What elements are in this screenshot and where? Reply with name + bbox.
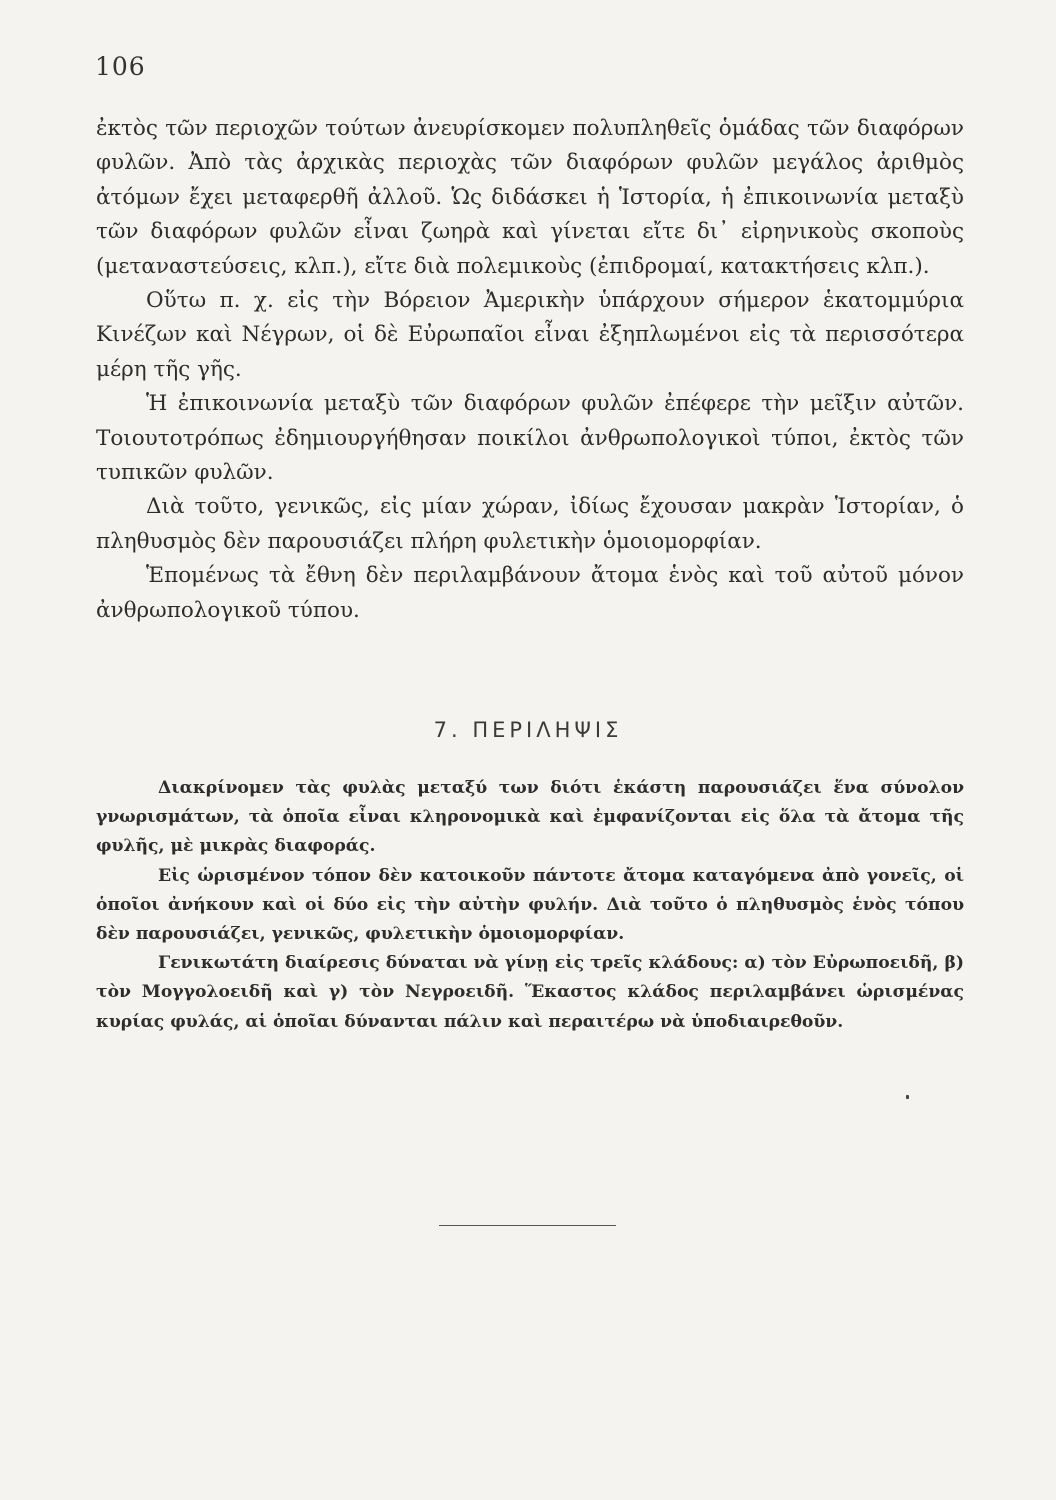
summary-text — [96, 774, 964, 1037]
print-speck — [906, 1095, 909, 1099]
body-paragraph: ἐκτὸς τῶν περιοχῶν τούτων ἀνευρίσκομεν πολυπληθεῖς ὁμάδας τῶν διαφόρων φυλῶν. Ἀπὸ τὰς ἀρχικὰς περιοχὰς τῶν διαφόρων φυλῶν μεγάλος ἀριθμὸς ἀτόμων ἔχει μεταφερθῆ ἀλλοῦ. Ὡς διδάσκει ἡ Ἱστορία, ἡ ἐπικοινωνία μεταξὺ τῶν διαφόρων φυλῶν εἶναι ζωηρὰ καὶ γίνεται εἴτε δι᾽ εἰρηνικοὺς σκοποὺς (μεταναστεύσεις, κλπ.), εἴτε διὰ πολεμικοὺς (ἐπιδρομαί, κατακτήσεις κλπ.). — [96, 116, 964, 279]
summary-paragraph: Εἰς ὡρισμένον τόπον δὲν κατοικοῦν πάντοτε ἄτομα καταγόμενα ἀπὸ γονεῖς, οἱ ὁποῖοι ἀνήκουν καὶ οἱ δύο εἰς τὴν αὐτὴν φυλήν. Διὰ τοῦτο ὁ πληθυσμὸς ἑνὸς τόπου δὲν παρουσιάζει, γενικῶς, φυλετικὴν ὁμοιομορφίαν. — [96, 865, 964, 945]
summary-paragraph: Γενικωτάτη διαίρεσις δύναται νὰ γίνῃ εἰς τρεῖς κλάδους: α) τὸν Εὐρωποειδῆ, β) τὸν Μογγολοειδῆ καὶ γ) τὸν Νεγροειδῆ. Ἕκαστος κλάδος περιλαμβάνει ὡρισμένας κυρίας φυλάς, αἱ ὁποῖαι δύνανται πάλιν καὶ περαιτέρω νὰ ὑποδιαιρεθοῦν. — [96, 953, 964, 1032]
body-paragraph: Διὰ τοῦτο, γενικῶς, εἰς μίαν χώραν, ἰδίως ἔχουσαν μακρὰν Ἱστορίαν, ὁ πληθυσμὸς δὲν παρουσιάζει πλήρη φυλετικὴν ὁμοιομορφίαν. — [96, 494, 964, 554]
main-text — [96, 112, 964, 628]
body-paragraph: Ἡ ἐπικοινωνία μεταξὺ τῶν διαφόρων φυλῶν ἐπέφερε τὴν μεῖξιν αὐτῶν. Τοιουτοτρόπως ἐδημιουργήθησαν ποικίλοι ἀνθρωπολογικοὶ τύποι, ἐκτὸς τῶν τυπικῶν φυλῶν. — [96, 391, 964, 486]
page-number: 106 — [95, 52, 146, 81]
section-heading: 7. ΠΕΡΙΛΗΨΙΣ — [433, 718, 623, 742]
body-paragraph: Οὕτω π. χ. εἰς τὴν Βόρειον Ἀμερικὴν ὑπάρχουν σήμερον ἑκατομμύρια Κινέζων καὶ Νέγρων, οἱ δὲ Εὐρωπαῖοι εἶναι ἐξηπλωμένοι εἰς τὰ περισσότερα μέρη τῆς γῆς. — [96, 288, 964, 382]
body-paragraph: Ἑπομένως τὰ ἔθνη δὲν περιλαμβάνουν ἄτομα ἑνὸς καὶ τοῦ αὐτοῦ μόνον ἀνθρωπολογικοῦ τύπου. — [96, 563, 964, 623]
end-rule-divider — [439, 1225, 616, 1226]
summary-paragraph: Διακρίνομεν τὰς φυλὰς μεταξύ των διότι ἑκάστη παρουσιάζει ἕνα σύνολον γνωρισμάτων, τὰ ὁποῖα εἶναι κληρονομικὰ καὶ ἐμφανίζονται εἰς ὅλα τὰ ἄτομα τῆς φυλῆς, μὲ μικρὰς διαφοράς. — [96, 778, 964, 857]
